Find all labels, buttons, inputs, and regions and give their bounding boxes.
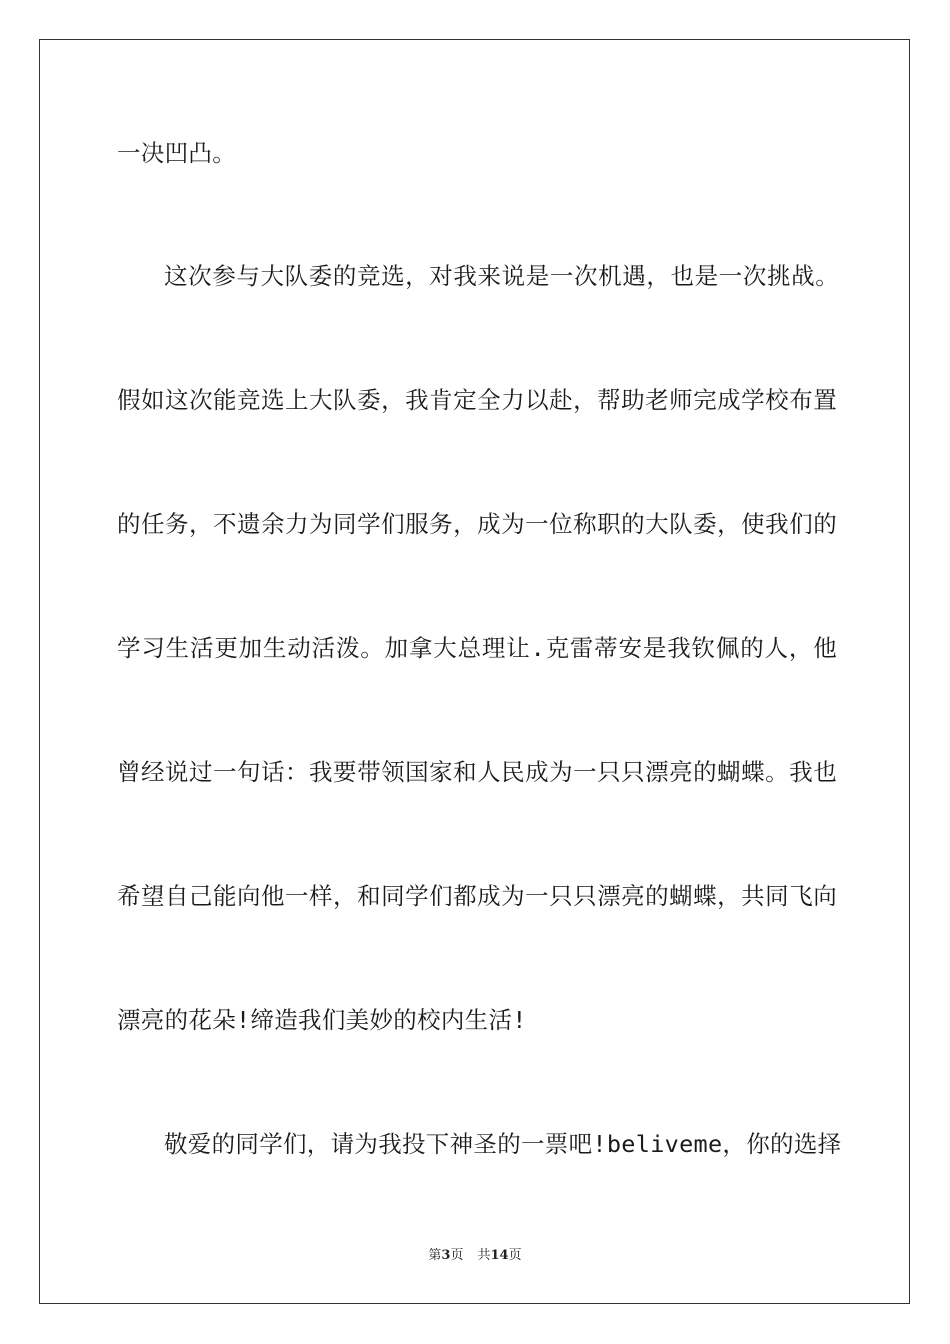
total-suffix: 页 bbox=[508, 1248, 522, 1263]
body-line-8: 漂亮的花朵!缔造我们美妙的校内生活! bbox=[117, 1006, 527, 1034]
body-line-2: 这次参与大队委的竞选，对我来说是一次机遇，也是一次挑战。 bbox=[164, 262, 839, 290]
body-line-5: 学习生活更加生动活泼。加拿大总理让.克雷蒂安是我钦佩的人，他 bbox=[117, 634, 837, 662]
page-suffix: 页 bbox=[450, 1248, 464, 1263]
body-line-1: 一决凹凸。 bbox=[117, 139, 236, 167]
total-prefix: 共 bbox=[477, 1248, 491, 1263]
body-line-7: 希望自己能向他一样，和同学们都成为一只只漂亮的蝴蝶，共同飞向 bbox=[117, 882, 837, 910]
body-line-4: 的任务，不遗余力为同学们服务，成为一位称职的大队委，使我们的 bbox=[117, 510, 837, 538]
page-border bbox=[39, 39, 910, 1304]
page-prefix: 第 bbox=[428, 1248, 442, 1263]
body-line-9: 敬爱的同学们，请为我投下神圣的一票吧!beliveme，你的选择 bbox=[164, 1130, 842, 1158]
page-total-number: 14 bbox=[490, 1248, 509, 1263]
page-current-number: 3 bbox=[441, 1248, 451, 1263]
page-footer bbox=[0, 1247, 950, 1265]
body-line-3: 假如这次能竞选上大队委，我肯定全力以赴，帮助老师完成学校布置 bbox=[117, 386, 837, 414]
body-line-6: 曾经说过一句话：我要带领国家和人民成为一只只漂亮的蝴蝶。我也 bbox=[117, 758, 837, 786]
